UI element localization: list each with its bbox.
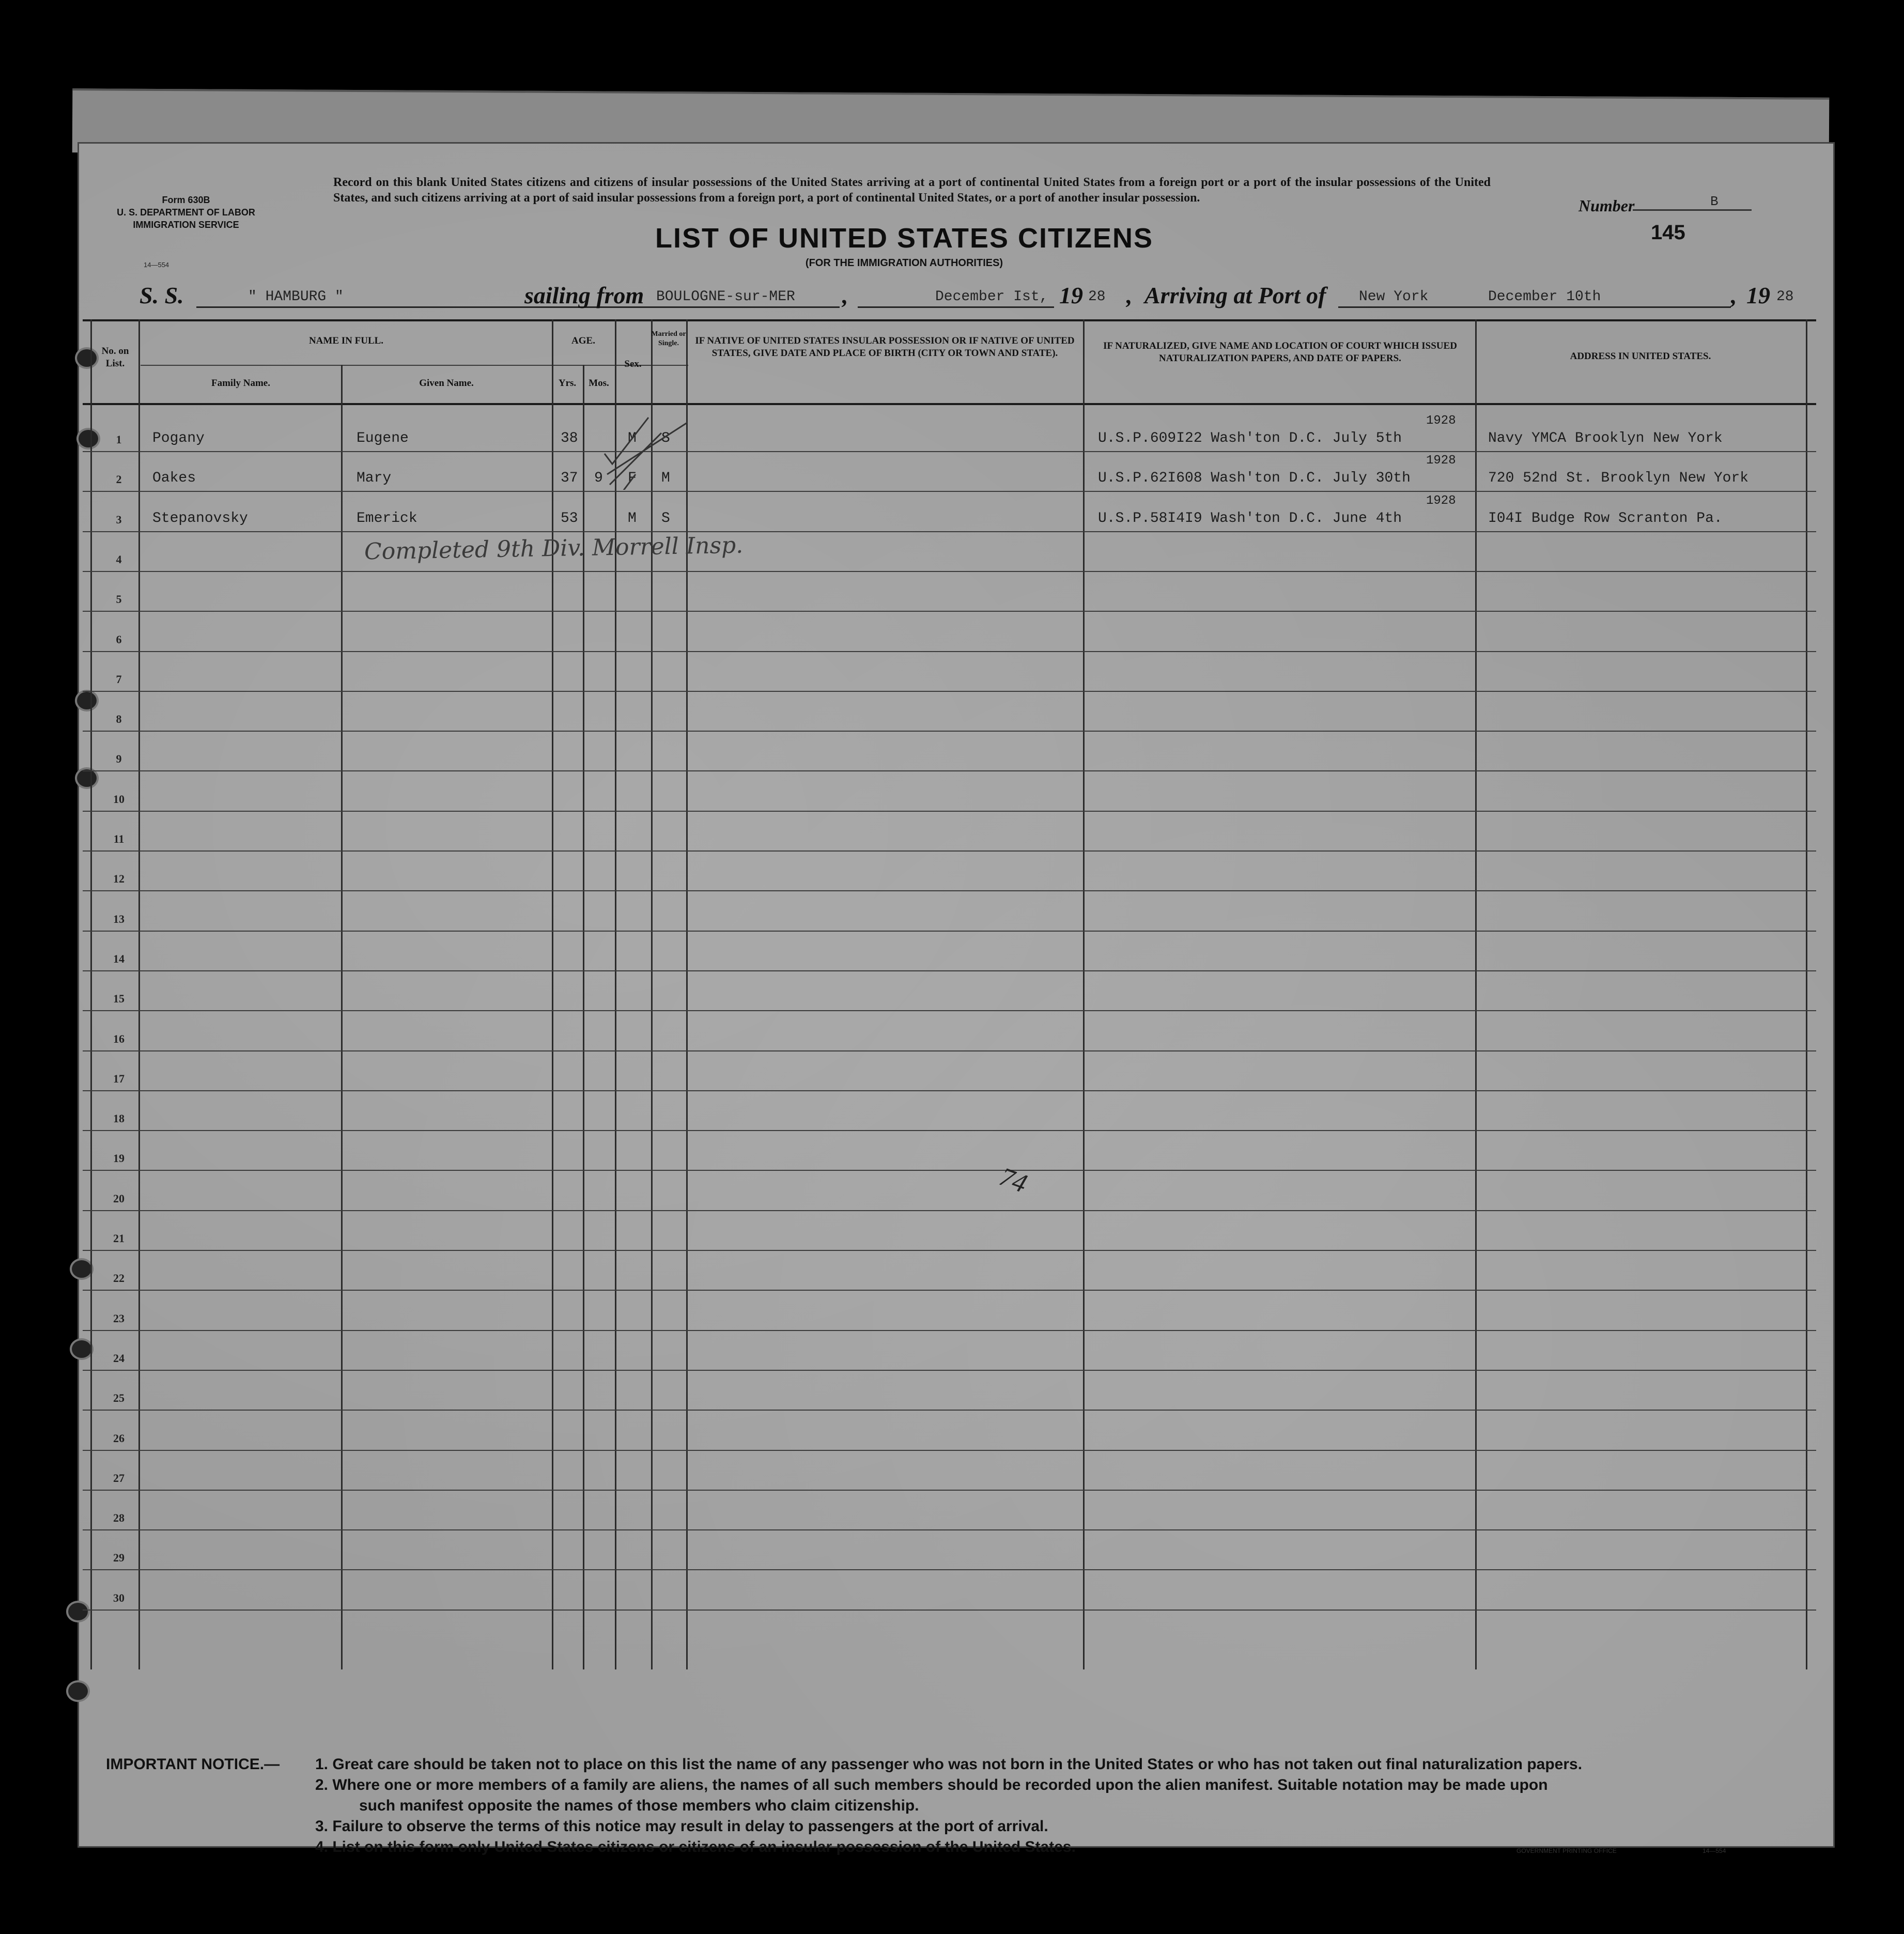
row-rule: [83, 1410, 1816, 1411]
header-no: No. on List.: [101, 346, 129, 369]
port-from-underline: [654, 306, 840, 308]
header-age: AGE.: [571, 335, 595, 346]
row-rule: [83, 970, 1816, 971]
printer-mark: GOVERNMENT PRINTING OFFICE: [1516, 1847, 1617, 1854]
arriving-label: Arriving at Port of: [1144, 282, 1326, 308]
punch-hole-icon: [66, 1680, 90, 1702]
row-rule: [83, 770, 1816, 771]
row-rule: [83, 651, 1816, 652]
row-rule: [83, 1529, 1816, 1530]
row-rule: [83, 1569, 1816, 1570]
header-name-in-full: NAME IN FULL.: [308, 335, 384, 346]
row-number: 24: [113, 1351, 125, 1365]
notice-lead: IMPORTANT NOTICE.—: [106, 1756, 280, 1773]
row-number: 30: [113, 1591, 125, 1604]
notice-item: such manifest opposite the names of those members who claim citizenship.: [359, 1797, 919, 1814]
ss-label: S. S.: [140, 282, 184, 308]
row-rule: [83, 691, 1816, 692]
given-name-cell: Emerick: [357, 510, 417, 527]
header-sex: Sex.: [624, 359, 642, 369]
number-value: B: [1710, 194, 1719, 209]
address-cell: I04I Budge Row Scranton Pa.: [1488, 510, 1723, 527]
row-number: 25: [113, 1391, 125, 1405]
row-number: 2: [116, 473, 122, 486]
naturalization-year-cell: 1928: [1426, 493, 1456, 508]
row-rule: [83, 611, 1816, 612]
row-number: 21: [113, 1232, 125, 1245]
passenger-table: [83, 319, 1816, 1669]
naturalization-cell: U.S.P.62I608 Wash'ton D.C. July 30th: [1098, 470, 1411, 487]
address-cell: Navy YMCA Brooklyn New York: [1488, 430, 1723, 446]
row-number: 1: [116, 433, 122, 446]
age-years-cell: 53: [561, 510, 578, 527]
row-number: 26: [113, 1431, 125, 1445]
row-rule: [83, 931, 1816, 932]
naturalization-cell: U.S.P.58I4I9 Wash'ton D.C. June 4th: [1098, 510, 1402, 527]
col-rule: [90, 319, 92, 1669]
col-rule: [552, 319, 553, 1669]
col-rule: [341, 365, 343, 1669]
sex-cell: M: [628, 510, 637, 527]
row-number: 27: [113, 1471, 125, 1484]
row-rule: [83, 1210, 1816, 1211]
voyage-line: S. S. " HAMBURG " sailing from BOULOGNE-sur-MER , December Ist, 19 28 , Arriving at Port of New York December 10th , 19 28: [140, 282, 1794, 308]
row-rule: [83, 731, 1816, 732]
number-underline: [1633, 209, 1752, 211]
col-rule: [138, 319, 140, 1669]
arrive-year: 28: [1776, 289, 1794, 305]
row-rule: [83, 451, 1816, 452]
row-rule: [83, 811, 1816, 812]
col-rule: [615, 319, 616, 1669]
port-to: New York: [1359, 289, 1429, 305]
row-number: 3: [116, 513, 122, 526]
family-name-cell: Stepanovsky: [152, 510, 248, 527]
row-rule: [83, 1250, 1816, 1251]
notice-item: 3. Failure to observe the terms of this notice may result in delay to passengers at the port of arrival.: [315, 1818, 1048, 1835]
row-rule: [83, 850, 1816, 852]
row-number: 6: [116, 632, 122, 646]
marital-cell: S: [661, 510, 670, 527]
sail-date: December Ist,: [935, 289, 1048, 305]
notice-item: 4. List on this form only United States citizens or citizens of an insular possession of the United States.: [315, 1838, 1076, 1855]
row-number: 19: [113, 1152, 125, 1165]
header-native: IF NATIVE OF UNITED STATES INSULAR POSSESSION OR IF NATIVE OF UNITED STATES, GIVE DATE AND PLACE OF BIRTH (CITY OR TOWN AND STATE).: [695, 335, 1075, 359]
given-name-cell: Eugene: [357, 430, 409, 446]
year-prefix: 19: [1059, 282, 1083, 308]
family-name-cell: Pogany: [152, 430, 205, 446]
row-rule: [83, 571, 1816, 572]
age-years-cell: 38: [561, 430, 578, 446]
row-number: 7: [116, 672, 122, 686]
header-yrs: Yrs.: [558, 378, 577, 389]
row-number: 22: [113, 1272, 125, 1285]
row-number: 12: [113, 872, 125, 886]
footer-code: 14—554: [1702, 1847, 1726, 1854]
department-name: U. S. DEPARTMENT OF LABOR: [117, 207, 255, 218]
row-rule: [83, 491, 1816, 492]
header-address: ADDRESS IN UNITED STATES.: [1570, 351, 1711, 362]
service-name: IMMIGRATION SERVICE: [133, 220, 239, 230]
page-number: 145: [1651, 221, 1685, 244]
row-number: 14: [113, 952, 125, 965]
table-header-rule: [83, 403, 1816, 405]
row-rule: [83, 531, 1816, 532]
naturalization-cell: U.S.P.609I22 Wash'ton D.C. July 5th: [1098, 430, 1402, 446]
sailing-label: sailing from: [524, 282, 644, 308]
row-rule: [83, 1370, 1816, 1371]
row-rule: [83, 1090, 1816, 1091]
notice-item: 1. Great care should be taken not to place on this list the name of any passenger who was not born in the United States or who has not taken out final naturalization papers.: [315, 1756, 1583, 1773]
stamp-number: 74: [995, 1162, 1031, 1199]
notice-item: 2. Where one or more members of a family are aliens, the names of all such members should be recorded upon the alien manifest. Suitable notation may be made upon: [315, 1776, 1548, 1793]
col-rule: [1083, 319, 1085, 1669]
page-subtitle: (FOR THE IMMIGRATION AUTHORITIES): [805, 257, 1003, 269]
row-rule: [83, 890, 1816, 891]
sail-year: 28: [1088, 289, 1106, 305]
row-rule: [83, 1170, 1816, 1171]
row-number: 17: [113, 1072, 125, 1085]
row-number: 29: [113, 1551, 125, 1565]
row-rule: [83, 1330, 1816, 1331]
col-rule: [1475, 319, 1477, 1669]
row-number: 10: [113, 792, 125, 806]
row-number: 15: [113, 992, 125, 1005]
sail-date-underline: [858, 306, 1054, 308]
row-number: 5: [116, 593, 122, 606]
number-label: Number: [1578, 196, 1635, 215]
header-given-name: Given Name.: [419, 378, 474, 389]
row-number: 11: [113, 832, 125, 845]
row-number: 8: [116, 713, 122, 726]
row-number: 4: [116, 552, 122, 566]
row-number: 23: [113, 1311, 125, 1325]
row-rule: [83, 1610, 1816, 1611]
header-naturalized: IF NATURALIZED, GIVE NAME AND LOCATION OF COURT WHICH ISSUED NATURALIZATION PAPERS, AND DATE OF PAPERS.: [1103, 341, 1457, 364]
row-number: 28: [113, 1511, 125, 1525]
marital-cell: S: [661, 430, 670, 446]
row-number: 20: [113, 1192, 125, 1205]
row-number: 13: [113, 912, 125, 925]
marital-cell: M: [661, 470, 670, 487]
age-months-cell: 9: [594, 470, 603, 487]
header-family-name: Family Name.: [211, 378, 270, 389]
row-number: 9: [116, 752, 122, 766]
row-number: 16: [113, 1032, 125, 1045]
row-rule: [83, 1050, 1816, 1051]
table-top-rule: [83, 319, 1816, 321]
page-title: LIST OF UNITED STATES CITIZENS: [655, 223, 1153, 254]
header-married: Married or Single.: [651, 330, 686, 347]
row-rule: [83, 1490, 1816, 1491]
header-mos: Mos.: [589, 378, 609, 389]
age-years-cell: 37: [561, 470, 578, 487]
row-rule: [83, 1450, 1816, 1451]
form-number: Form 630B: [162, 195, 210, 205]
row-rule: [83, 1130, 1816, 1131]
sex-cell: M: [628, 430, 637, 446]
check-marks-icon: [599, 386, 692, 490]
form-identifier: [101, 194, 271, 231]
ship-name: " HAMBURG ": [248, 289, 344, 305]
family-name-cell: Oakes: [152, 470, 196, 487]
row-number: 18: [113, 1112, 125, 1125]
arrive-underline: [1338, 306, 1731, 308]
row-rule: [83, 1010, 1816, 1011]
col-rule: [686, 319, 688, 1669]
form-code: 14—554: [144, 261, 169, 269]
name-subheader-rule: [141, 365, 626, 366]
given-name-cell: Mary: [357, 470, 392, 487]
row-rule: [83, 1290, 1816, 1291]
port-from: BOULOGNE-sur-MER: [656, 289, 795, 305]
address-cell: 720 52nd St. Brooklyn New York: [1488, 470, 1749, 487]
arrive-date: December 10th: [1488, 289, 1601, 305]
form-instructions: Record on this blank United States citizens and citizens of insular possessions of the United States arriving at a port of continental United States from a foreign port or a port of the insular possessions of the United States, and such citizens arriving at a port of said insular possessions from a foreign port, a port of continental United States, or a port of another insular possession.: [333, 176, 1491, 205]
naturalization-year-cell: 1928: [1426, 454, 1456, 468]
handwritten-note: Completed 9th Div. Morrell Insp.: [364, 532, 744, 565]
col-rule: [1806, 319, 1807, 1669]
col-rule: [651, 319, 653, 1669]
sex-cell: F: [628, 470, 637, 487]
arrive-year-prefix: 19: [1746, 282, 1770, 308]
naturalization-year-cell: 1928: [1426, 414, 1456, 428]
